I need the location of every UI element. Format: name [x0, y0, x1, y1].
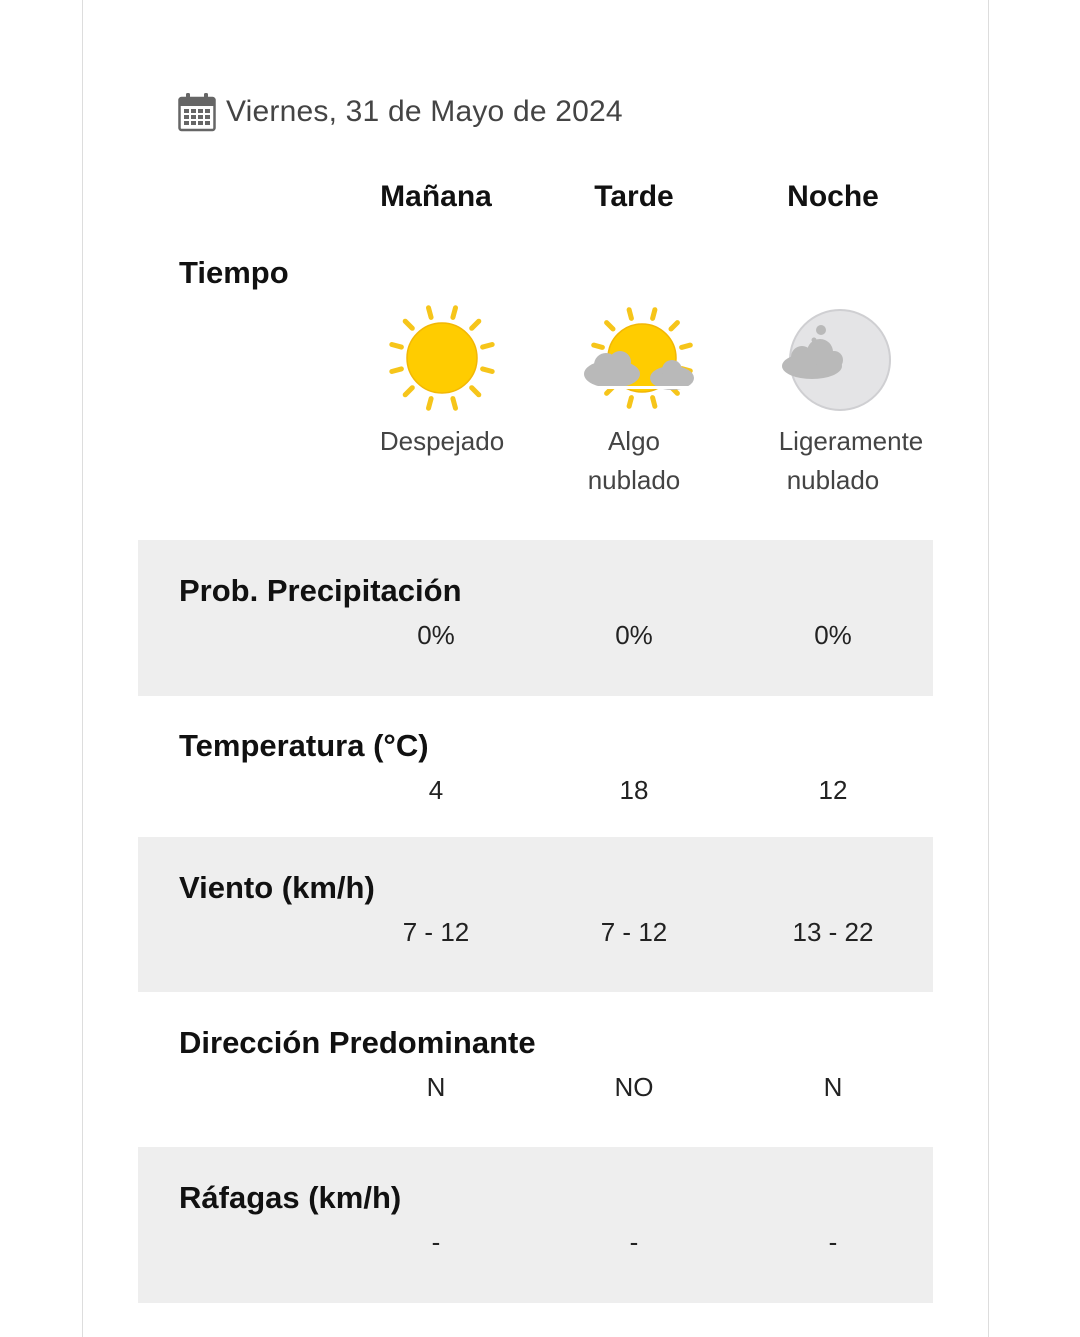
direction-afternoon: NO	[614, 1072, 654, 1102]
sun-ray	[472, 388, 479, 395]
partly-cloudy-icon	[580, 300, 700, 420]
column-header-night: Noche	[787, 180, 879, 213]
sun-ray	[405, 388, 412, 395]
gusts-morning: -	[431, 1227, 441, 1257]
gusts-afternoon: -	[629, 1227, 639, 1257]
sun-ray	[392, 345, 402, 348]
wind-morning: 7 - 12	[402, 917, 470, 947]
sun-ray	[629, 398, 631, 407]
precipitation-night: 0%	[814, 620, 852, 650]
sun-ray	[653, 398, 655, 407]
sun-ray	[671, 323, 677, 329]
sun-ray	[594, 345, 603, 347]
condition-night	[751, 422, 951, 500]
row-title-precipitation: Prob. Precipitación	[179, 573, 462, 608]
row-band-gusts	[138, 1147, 933, 1303]
sun-ray	[483, 345, 493, 348]
direction-morning: N	[426, 1072, 446, 1102]
row-title-direction: Dirección Predominante	[179, 1025, 536, 1060]
column-header-afternoon: Tarde	[594, 180, 674, 213]
date-text: Viernes, 31 de Mayo de 2024	[226, 95, 623, 128]
direction-night: N	[823, 1072, 843, 1102]
temperature-night: 12	[818, 775, 848, 805]
sun-ray	[472, 321, 479, 328]
row-title-temperature: Temperatura (°C)	[179, 728, 429, 763]
sun-ray	[682, 345, 691, 347]
sun-ray	[607, 323, 613, 329]
sun-ray	[392, 369, 402, 372]
precipitation-morning: 0%	[417, 620, 455, 650]
sunny-icon	[382, 300, 502, 420]
row-title-gusts: Ráfagas (km/h)	[179, 1180, 402, 1215]
sun-ray	[453, 308, 456, 318]
sun-ray	[429, 308, 432, 318]
row-title-weather: Tiempo	[179, 255, 289, 290]
condition-morning-line1: Despejado	[379, 426, 505, 456]
column-header-morning: Mañana	[380, 180, 492, 213]
gusts-night: -	[828, 1227, 838, 1257]
temperature-morning: 4	[428, 775, 444, 805]
condition-afternoon-line2: nublado	[587, 465, 681, 495]
precipitation-afternoon: 0%	[615, 620, 653, 650]
condition-afternoon	[534, 422, 734, 500]
forecast-date	[178, 88, 623, 136]
condition-night-line2: nublado	[786, 465, 880, 495]
sun-ray	[453, 399, 456, 409]
sun-ray	[483, 369, 493, 372]
temperature-afternoon: 18	[619, 775, 649, 805]
sun-ray	[629, 310, 631, 319]
sun-ray	[429, 399, 432, 409]
calendar-icon	[178, 92, 216, 132]
wind-afternoon: 7 - 12	[600, 917, 668, 947]
condition-afternoon-line1: Algo	[607, 426, 661, 456]
sun-ray	[653, 310, 655, 319]
cloudy-night-icon	[778, 300, 898, 420]
row-band-precipitation	[138, 540, 933, 696]
condition-night-line1: Ligeramente	[778, 426, 924, 456]
row-band-wind	[138, 837, 933, 992]
wind-night: 13 - 22	[792, 917, 874, 947]
row-title-wind: Viento (km/h)	[179, 870, 375, 905]
sun-ray	[405, 321, 412, 328]
condition-morning	[342, 422, 542, 461]
